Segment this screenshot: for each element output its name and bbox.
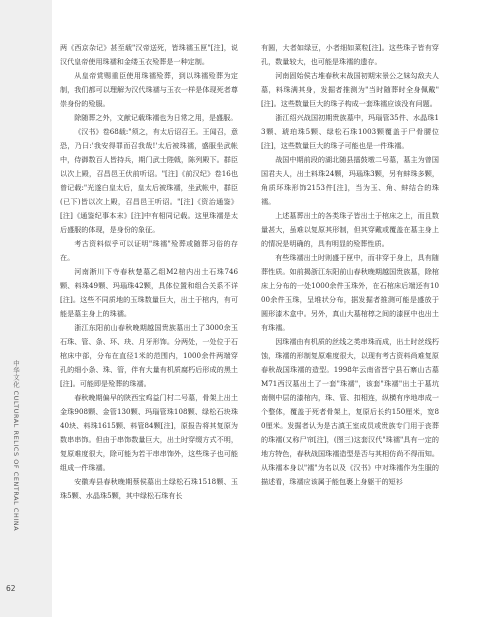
running-head: 中华文化 CULTURAL RELICS OF CENTRAL CHINA xyxy=(12,360,20,532)
paragraph: 因珠襦由有机质的丝线之类串珠而成，出土时丝线朽蚀，珠襦的形制复原难度很大，以现有考古资料尚难复原春秋战国珠襦的造型。1998年云南省晋宁县石寨山古墓M71西汉墓出土了一套"珠襦"，该套"珠襦"出土于墓坑南侧中层的漆棺内，珠、管、扣相连，纵横有序地串成一个整体，覆盖于死者骨架上，复原后长约150厘米，宽80厘米。发掘者认为是古滇王室成员或贵族专门用于丧葬的珠襦(又称尸帘[注]，(图三)这套汉代"珠襦"具有一定的地方特色，春秋战国珠襦造型是否与其相仿尚不得而知。从珠襦本身以"襦"为名以及《汉书》中对珠襦作为生服的描述看，珠襦应该属于能包裹上身躯干的短衫 xyxy=(261,337,439,486)
paragraph: 除随葬之外，文献记载珠襦也为日常之用，是盛服。 xyxy=(74,113,238,122)
paragraph: 上述墓葬出土的各类珠子皆出土于棺床之上，而且数量甚大，虽难以复原其形制，但其穿戴或覆盖在墓主身上的情况是明确的，具有明显的殓葬性质。 xyxy=(261,211,439,248)
paragraph: 战国中期前段的湖北随县擂鼓墩二号墓，墓主为曾国国君夫人，出土料珠24颗，玛瑙珠3颗，另有蚌珠多颗，角质环珠形饰2153件[注]，当为玉、角、蚌结合的珠襦。 xyxy=(261,155,439,206)
paragraph: 有圆，大者如绿豆，小者细如菜粒[注]。这些珠子皆有穿孔，数量较大，也可能是珠襦的遗存。 xyxy=(261,43,439,66)
right-text-column xyxy=(261,41,439,489)
paragraph: 安徽寿县春秋晚期蔡侯墓出土绿松石珠1518颗、玉珠5颗、水晶珠5颗，其中绿松石珠有长 xyxy=(60,477,238,500)
page-sidebar xyxy=(0,0,52,617)
paragraph: 考古资料似乎可以证明"珠襦"殓葬或随葬习俗的存在。 xyxy=(60,239,238,262)
paragraph: 春秋晚期偏早的陕西宝鸡益门村二号墓，骨架上出土金珠908颗、金管130颗、玛瑙管珠108颗、绿松石块珠40块、料珠1615颗、料管84颗[注]，原报告将其复原为数串串饰。但由于串饰数量巨大，出土时穿缀方式不明，复原难度很大，除可能为若干串串饰外，这些珠子也可能组成一件珠襦。 xyxy=(60,393,238,472)
left-text-column xyxy=(60,41,238,503)
paragraph: 河南淅川下寺春秋楚墓乙组M2棺内出土石珠746颗、料珠49颗、玛瑙珠42颗，具体位置和组合关系不详[注]。这些不同质地的玉珠数量巨大，出土于棺内，有可能是墓主身上的珠襦。 xyxy=(60,267,238,318)
paragraph: 《汉书》卷68载:"须之，有太后诏召王。王闻召，意恐，乃曰:'我安得罪而召我哉!'太后被珠襦，盛服坐武帐中，侍御数百人皆持兵，期门武士陛戟，陈列殿下。群臣以次上殿，召昌邑王伏前听诏。"[注]《前汉纪》卷16也曾记载:"光遂白皇太后，皇太后被珠襦，坐武帐中，群臣(已下)皆以次上殿，召昌邑王听诏。"[注]《资治通鉴》[注]《通鉴纪事本末》[注]中有相同记载。这里珠襦是太后盛服的体现，是身份的象征。 xyxy=(60,127,238,234)
paragraph: 两《西京杂记》甚至载"汉帝送死，皆珠襦玉匣"[注]，说汉代皇帝使用珠襦和金缕玉衣殓葬是一种定制。 xyxy=(60,43,238,66)
paragraph: 浙江绍兴战国初期贵族墓中，玛瑙管35件、水晶珠13颗、琥珀珠5颗、绿松石珠1003颗覆盖于尸骨腰位[注]，这些数量巨大的珠子可能也是一件珠襦。 xyxy=(261,113,439,150)
paragraph: 从皇帝赏赐重臣使用珠襦殓葬，到以珠襦殓葬为定制，我们都可以理解为汉代珠襦与玉衣一样是体现死者尊崇身份的殓服。 xyxy=(60,71,238,108)
paragraph: 河南固始侯古堆春秋末战国初期宋景公之妹勾敌夫人墓，料珠满其身，发掘者推测为"当时随葬时全身佩戴"[注]。这些数量巨大的珠子构成一套珠襦应该没有问题。 xyxy=(261,71,439,108)
paragraph: 浙江东阳前山春秋晚期越国贵族墓出土了3000余玉石珠、管、条、环、玦、月牙形饰。分两处，一处位于石棺床中部，分布在直径1米的范围内，1000余件两端穿孔的细小条、珠、管，伴有大量有机质腐朽后形成的黑土[注]。可能即是殓葬的珠襦。 xyxy=(60,323,238,388)
paragraph: 有些珠襦出土时则盛于匣中，而非穿于身上，具有随葬性质。如前揭浙江东阳前山春秋晚期越国贵族墓，除棺床上分布的一处1000余件玉珠外，在石棺床后端还有1000余件玉珠，呈堆状分布，据发掘者推测可能是盛放于圆形漆木盒中。另外，真山大墓棺椁之间的漆匣中也出土有珠襦。 xyxy=(261,253,439,332)
page-number: 62 xyxy=(6,584,16,593)
